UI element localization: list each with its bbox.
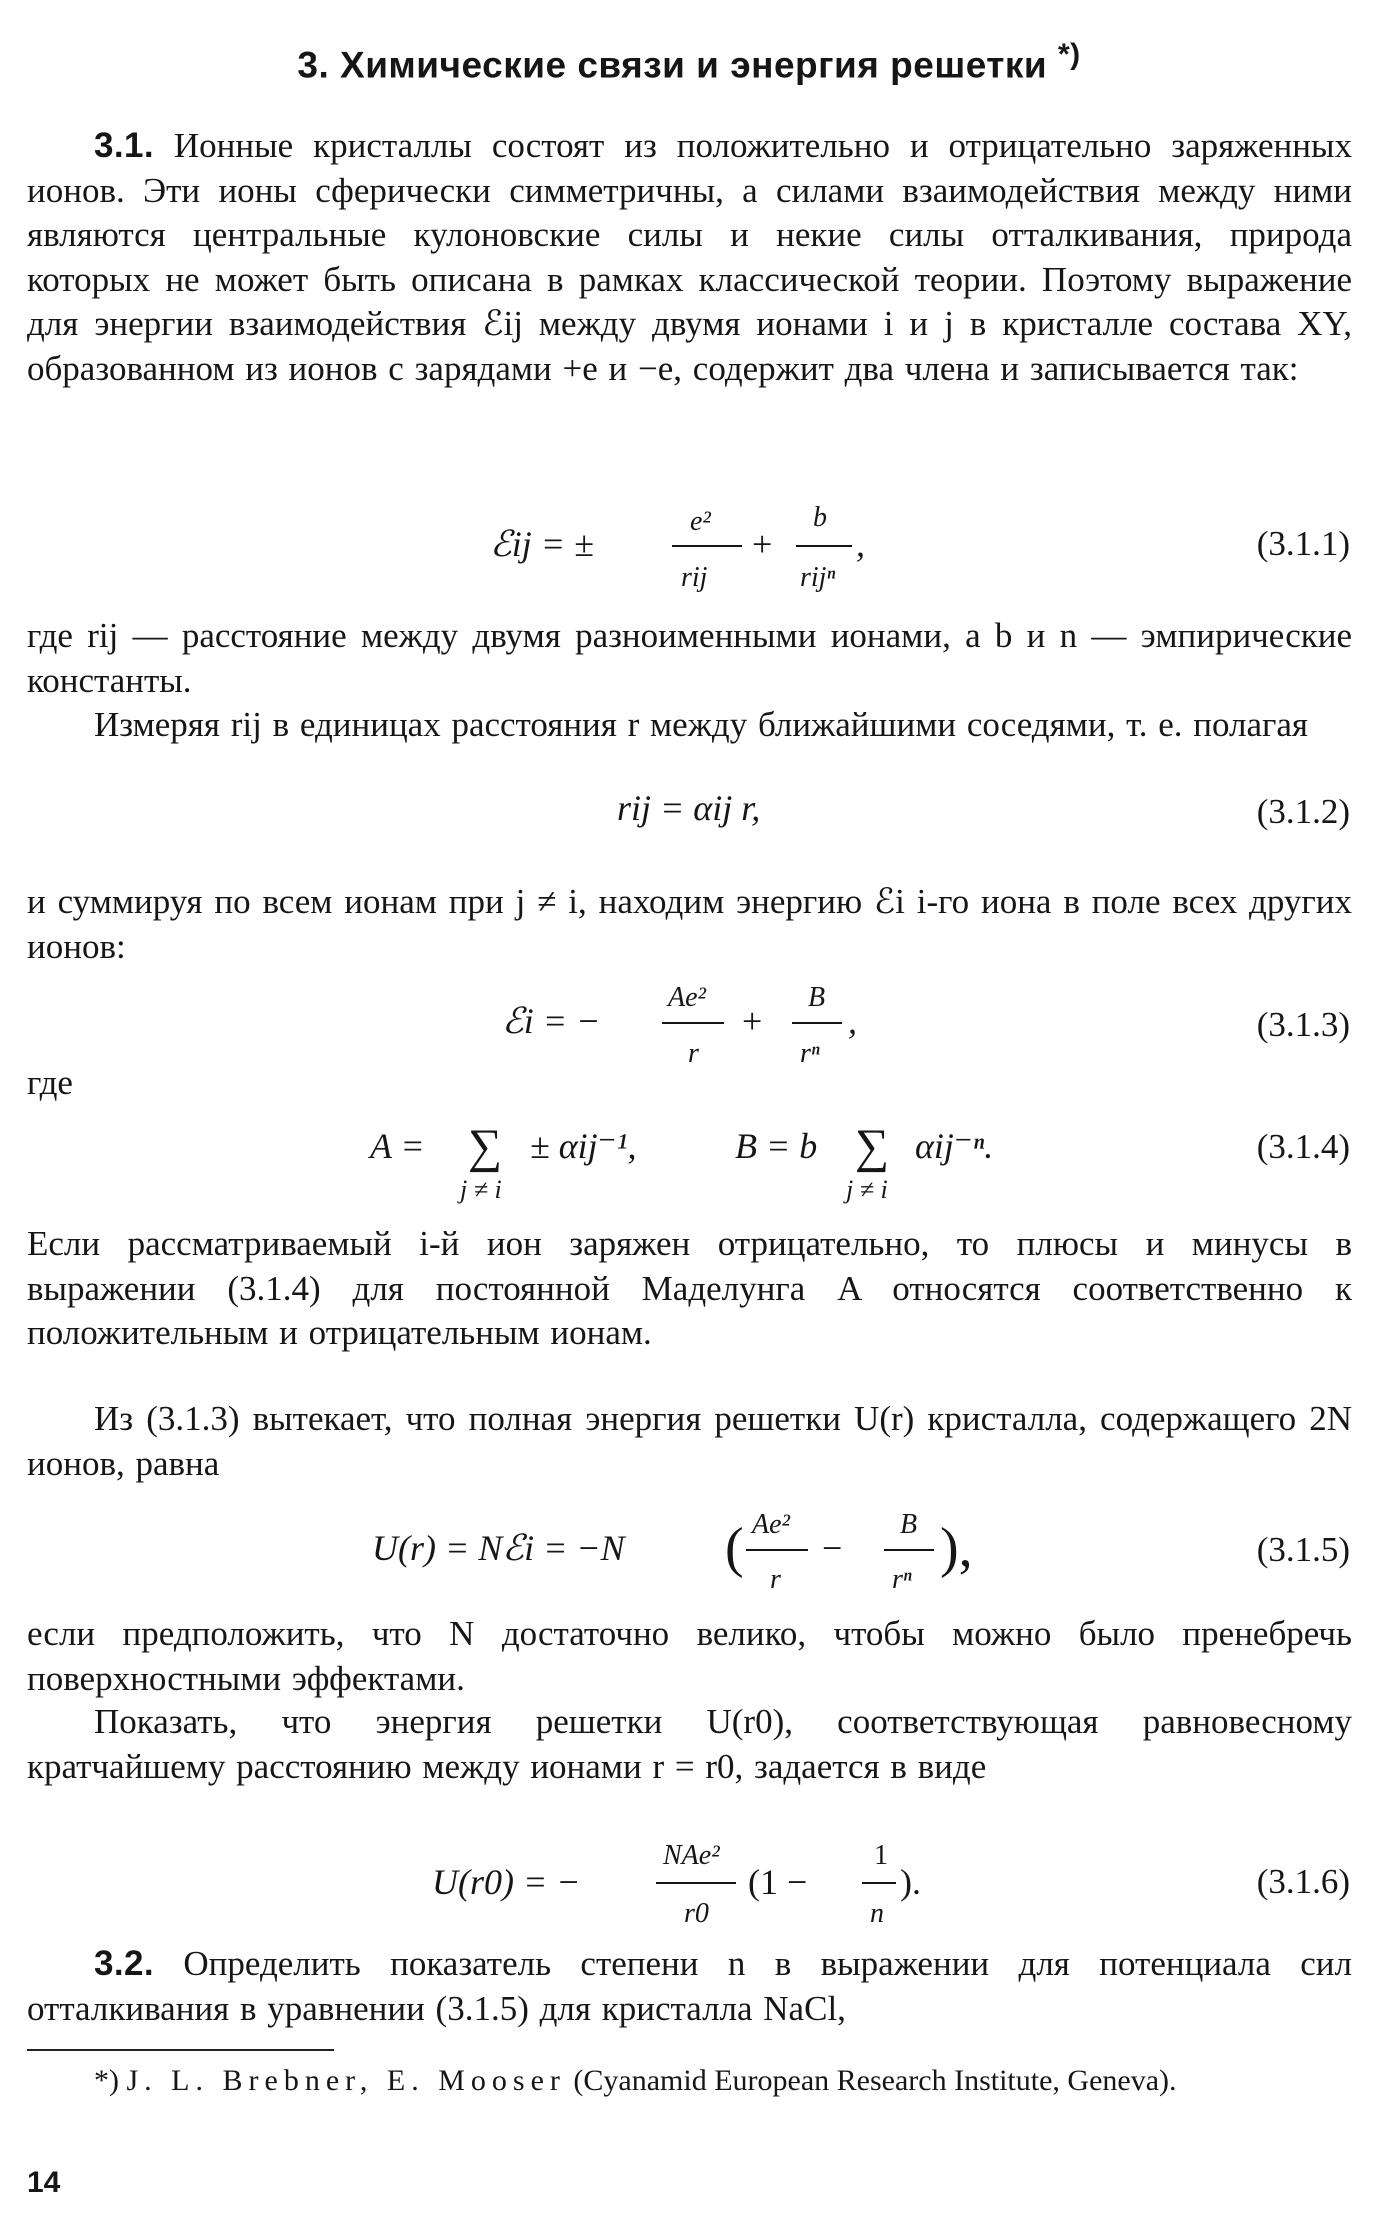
equation-label: (3.1.1) xyxy=(1256,524,1350,563)
numerator: e² xyxy=(690,506,711,537)
denominator: r0 xyxy=(684,1898,709,1929)
summation-subscript: j ≠ i xyxy=(460,1175,502,1204)
title-footnote-marker: *) xyxy=(1057,38,1081,71)
formula-a-term: ± αij⁻¹, xyxy=(530,1126,637,1166)
numerator: b xyxy=(813,502,827,533)
problem-3-1-paragraph-4: и суммируя по всем ионам при j ≠ i, находим энергию ℰi i-го иона в поле всех других ионов: xyxy=(27,882,1352,966)
numerator: B xyxy=(808,982,826,1013)
left-paren: ( xyxy=(725,1517,744,1579)
plus-sign: + xyxy=(752,524,773,564)
formula-lhs: ℰi = − xyxy=(502,1001,601,1041)
equation-label: (3.1.2) xyxy=(1256,792,1350,831)
equation-3-1-1 xyxy=(0,500,1378,590)
equation-3-1-5 xyxy=(0,1496,1378,1586)
footnote-divider xyxy=(27,2049,334,2051)
formula-b-term: αij⁻ⁿ. xyxy=(915,1126,994,1166)
equation-label: (3.1.6) xyxy=(1256,1862,1350,1901)
denominator: r xyxy=(688,1038,699,1069)
footnote xyxy=(27,2062,1352,2100)
formula-text: rij = αij r, xyxy=(617,788,761,828)
denominator: r xyxy=(770,1564,781,1595)
problem-3-1-paragraph-3: Измеряя rij в единицах расстояния r между ближайшими соседями, т. е. полагая xyxy=(94,705,1309,744)
problem-3-1-paragraph-5: где xyxy=(27,1063,73,1102)
problem-number: 3.1. xyxy=(94,126,154,165)
formula-tail: , xyxy=(856,524,865,564)
plus-sign: + xyxy=(742,1001,763,1041)
section-title-text: 3. Химические связи и энергия решетки xyxy=(297,44,1048,86)
denominator: n xyxy=(870,1898,884,1929)
formula-tail: , xyxy=(848,1001,857,1041)
formula-lhs: U(r) = Nℰi = −N xyxy=(372,1528,625,1568)
denominator: rⁿ xyxy=(892,1564,912,1595)
formula-lhs: ℰij = ± xyxy=(490,524,594,564)
summation-subscript: j ≠ i xyxy=(846,1175,888,1204)
equation-label: (3.1.5) xyxy=(1256,1530,1350,1569)
problem-3-1-paragraph-6: Если рассматриваемый i-й ион заряжен отрицательно, то плюсы и минусы в выражении (3.1.4) для постоянной Маделунга A относятся соответственно к положительным и отрицательным ионам. xyxy=(27,1224,1352,1352)
footnote-authors: J. L. Brebner, E. Mooser xyxy=(126,2064,566,2097)
section-title xyxy=(0,38,1378,86)
denominator: rij xyxy=(681,562,708,593)
footnote-marker: *) xyxy=(94,2064,119,2097)
denominator: rijⁿ xyxy=(800,562,836,593)
problem-3-1-intro xyxy=(27,124,1352,391)
page-number: 14 xyxy=(27,2166,61,2199)
paren-expression: (1 − xyxy=(748,1862,808,1902)
denominator: rⁿ xyxy=(800,1038,820,1069)
formula-tail: ), xyxy=(940,1517,973,1579)
minus-sign: − xyxy=(822,1528,843,1568)
numerator: 1 xyxy=(874,1840,888,1871)
problem-3-1-paragraph-2: где rij — расстояние между двумя разноименными ионами, а b и n — эмпирические константы. xyxy=(27,616,1352,700)
problem-3-2 xyxy=(27,1942,1352,2031)
problem-number: 3.2. xyxy=(94,1944,154,1983)
equation-label: (3.1.4) xyxy=(1256,1127,1350,1166)
formula-tail: ). xyxy=(900,1862,921,1902)
problem-3-1-paragraph-8: если предположить, что N достаточно велико, чтобы можно было пренебречь поверхностными эффектами. xyxy=(27,1614,1352,1698)
equation-label: (3.1.3) xyxy=(1256,1005,1350,1044)
numerator: Ae² xyxy=(668,982,706,1013)
equation-3-1-4 xyxy=(0,1115,1378,1205)
numerator: B xyxy=(900,1509,918,1540)
problem-3-1-paragraph-1: Ионные кристаллы состоят из положительно и отрицательно заряженных ионов. Эти ионы сферически симметричны, а силами взаимодействия между ними являются центральные кулоновские силы и некие силы отталкивания, природа которых не может быть описана в рамках классической теории. Поэтому выражение для энергии взаимодействия ℰij между двумя ионами i и j в кристалле состава XY, образованном из ионов с зарядами +e и −e, содержит два члена и записывается так: xyxy=(27,126,1352,388)
formula-a-lhs: A = xyxy=(370,1126,425,1166)
problem-3-2-text: Определить показатель степени n в выражении для потенциала сил отталкивания в уравнении (3.1.5) для кристалла NaCl, xyxy=(27,1944,1352,2028)
sum-sign: ∑ xyxy=(855,1120,890,1173)
problem-3-1-paragraph-9: Показать, что энергия решетки U(r0), соответствующая равновесному кратчайшему расстоянию между ионами r = r0, задается в виде xyxy=(27,1702,1352,1786)
equation-3-1-2 xyxy=(0,786,1378,876)
equation-3-1-6 xyxy=(0,1838,1378,1928)
numerator: Ae² xyxy=(752,1509,790,1540)
problem-3-1-paragraph-7: Из (3.1.3) вытекает, что полная энергия решетки U(r) кристалла, содержащего 2N ионов, равна xyxy=(27,1399,1352,1483)
numerator: NAe² xyxy=(663,1840,720,1871)
formula-b-lhs: B = b xyxy=(735,1126,818,1166)
sum-sign: ∑ xyxy=(468,1120,503,1173)
footnote-affiliation: (Cyanamid European Research Institute, Geneva). xyxy=(573,2064,1177,2097)
formula-lhs: U(r0) = − xyxy=(432,1862,581,1902)
